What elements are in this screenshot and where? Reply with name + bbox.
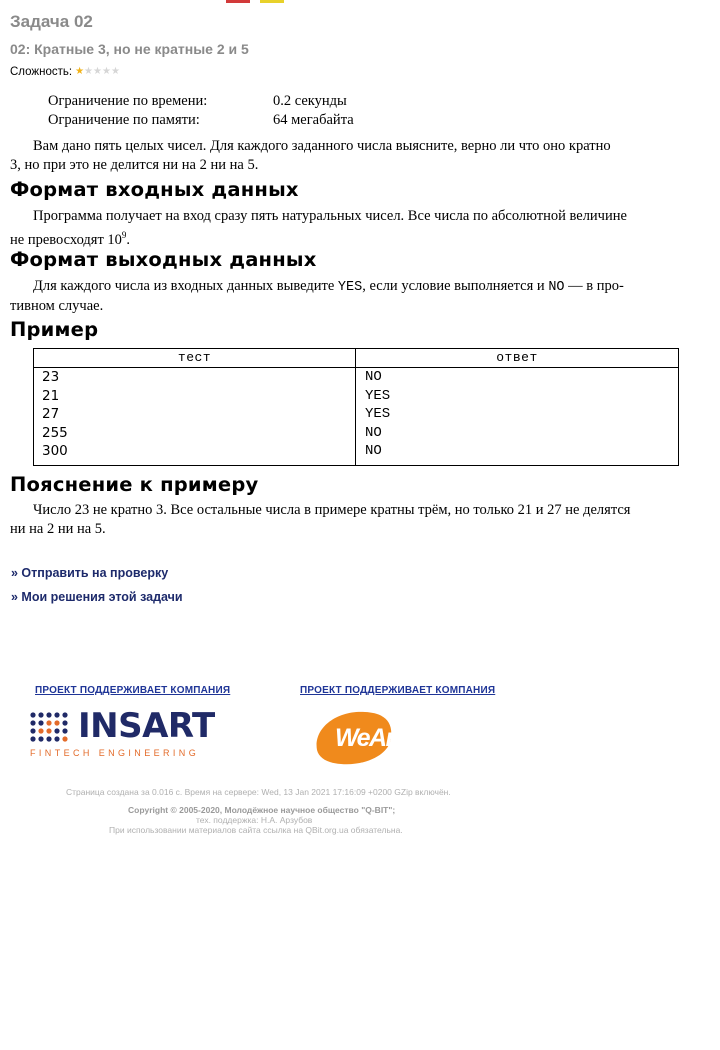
input-exponent: 9: [121, 230, 127, 240]
column-header-test: тест: [34, 349, 356, 367]
input-line: [10, 226, 720, 250]
submit-solution-link[interactable]: » Отправить на проверку: [11, 566, 169, 580]
no-token: NO: [548, 280, 565, 295]
answer-cell: NO: [365, 369, 382, 385]
limit-value: 64 мегабайта: [273, 111, 354, 128]
task-subtitle: 02: Кратные 3, но не кратные 2 и 5: [10, 41, 249, 57]
statement-line: Вам дано пять целых чисел. Для каждого заданного числа выясните, верно ли что оно кратно: [33, 138, 611, 154]
wearenet-name: WeAreNet: [335, 724, 443, 752]
limits: [48, 92, 354, 129]
limit-label: Ограничение по памяти:: [48, 111, 200, 128]
answer-cell: NO: [365, 443, 382, 459]
test-cell: 255: [42, 424, 68, 441]
column-header-answer: ответ: [496, 350, 538, 365]
input-line-prefix: не превосходят 10: [10, 231, 122, 248]
input-format-text: [10, 207, 720, 250]
example-table-body: [34, 368, 678, 465]
insart-dot-grid-icon: [30, 712, 72, 742]
limit-row-time: [48, 92, 354, 111]
star-empty-icon: ★: [110, 66, 120, 77]
example-table: [33, 348, 679, 466]
output-text: — в про-: [564, 278, 624, 294]
test-column: [34, 368, 356, 465]
output-format-heading: Формат выходных данных: [10, 248, 317, 271]
answer-cell: YES: [365, 387, 391, 404]
footer-notice: При использовании материалов сайта ссылка на QBit.org.ua обязательна.: [109, 825, 403, 835]
star-filled-icon: ★: [75, 66, 85, 77]
explanation-line: Число 23 не кратно 3. Все остальные числа в примере кратны трём, но только 21 и 27 не делятся: [33, 502, 631, 518]
insart-tagline: FINTECH ENGINEERING: [30, 748, 200, 758]
top-mark-yellow: [260, 0, 284, 3]
my-solutions-link[interactable]: » Мои решения этой задачи: [11, 590, 183, 604]
example-heading: Пример: [10, 318, 99, 341]
answer-column: [356, 368, 678, 465]
explanation-text: [10, 501, 720, 539]
output-line: тивном случае.: [10, 298, 104, 314]
sponsor-label-insart[interactable]: ПРОЕКТ ПОДДЕРЖИВАЕТ КОМПАНИЯ: [35, 685, 231, 696]
problem-statement: [10, 137, 720, 175]
wearenet-logo[interactable]: [313, 708, 473, 766]
limit-value: 0.2 секунды: [273, 93, 347, 109]
yes-token: YES: [337, 280, 363, 295]
test-cell: 300: [42, 443, 68, 459]
statement-line: 3, но при это не делится ни на 2 ни на 5.: [10, 157, 259, 173]
answer-cell: NO: [365, 424, 382, 441]
limit-label: Ограничение по времени:: [48, 93, 208, 109]
sponsor-label-wearenet[interactable]: ПРОЕКТ ПОДДЕРЖИВАЕТ КОМПАНИЯ: [300, 685, 496, 696]
input-format-heading: Формат входных данных: [10, 178, 299, 201]
input-line: Программа получает на вход сразу пять натуральных чисел. Все числа по абсолютной величине: [33, 208, 627, 224]
output-text: Для каждого числа из входных данных выведите: [33, 278, 338, 294]
explanation-line: ни на 2 ни на 5.: [10, 521, 106, 537]
output-text: , если условие выполняется и: [362, 278, 549, 294]
difficulty-stars: [75, 67, 120, 77]
difficulty: [10, 66, 120, 78]
footer-generated: Страница создана за 0.016 с. Время на сервере: Wed, 13 Jan 2021 17:16:09 +0200 GZip включён.: [66, 787, 451, 797]
test-cell: 23: [42, 369, 60, 385]
insart-logo[interactable]: [30, 708, 220, 763]
test-cell: 27: [42, 406, 60, 422]
star-empty-icon: ★: [93, 66, 102, 77]
footer-support: тех. поддержка: Н.А. Арзубов: [196, 815, 313, 825]
answer-cell: YES: [365, 406, 391, 422]
input-line-suffix: .: [126, 231, 131, 248]
difficulty-label: Сложность:: [10, 66, 73, 78]
top-mark-red: [226, 0, 250, 3]
test-cell: 21: [42, 387, 60, 404]
example-table-header: [34, 349, 678, 368]
limit-row-memory: [48, 111, 354, 130]
explanation-heading: Пояснение к примеру: [10, 473, 259, 496]
output-line: [10, 277, 720, 297]
task-title: Задача 02: [10, 12, 93, 31]
star-empty-icon: ★: [101, 66, 111, 77]
footer-copyright: Copyright © 2005-2020, Молодёжное научное общество "Q-BIT";: [128, 805, 396, 815]
star-empty-icon: ★: [84, 66, 93, 77]
insart-name: INSART: [78, 706, 215, 746]
output-format-text: [10, 277, 720, 316]
